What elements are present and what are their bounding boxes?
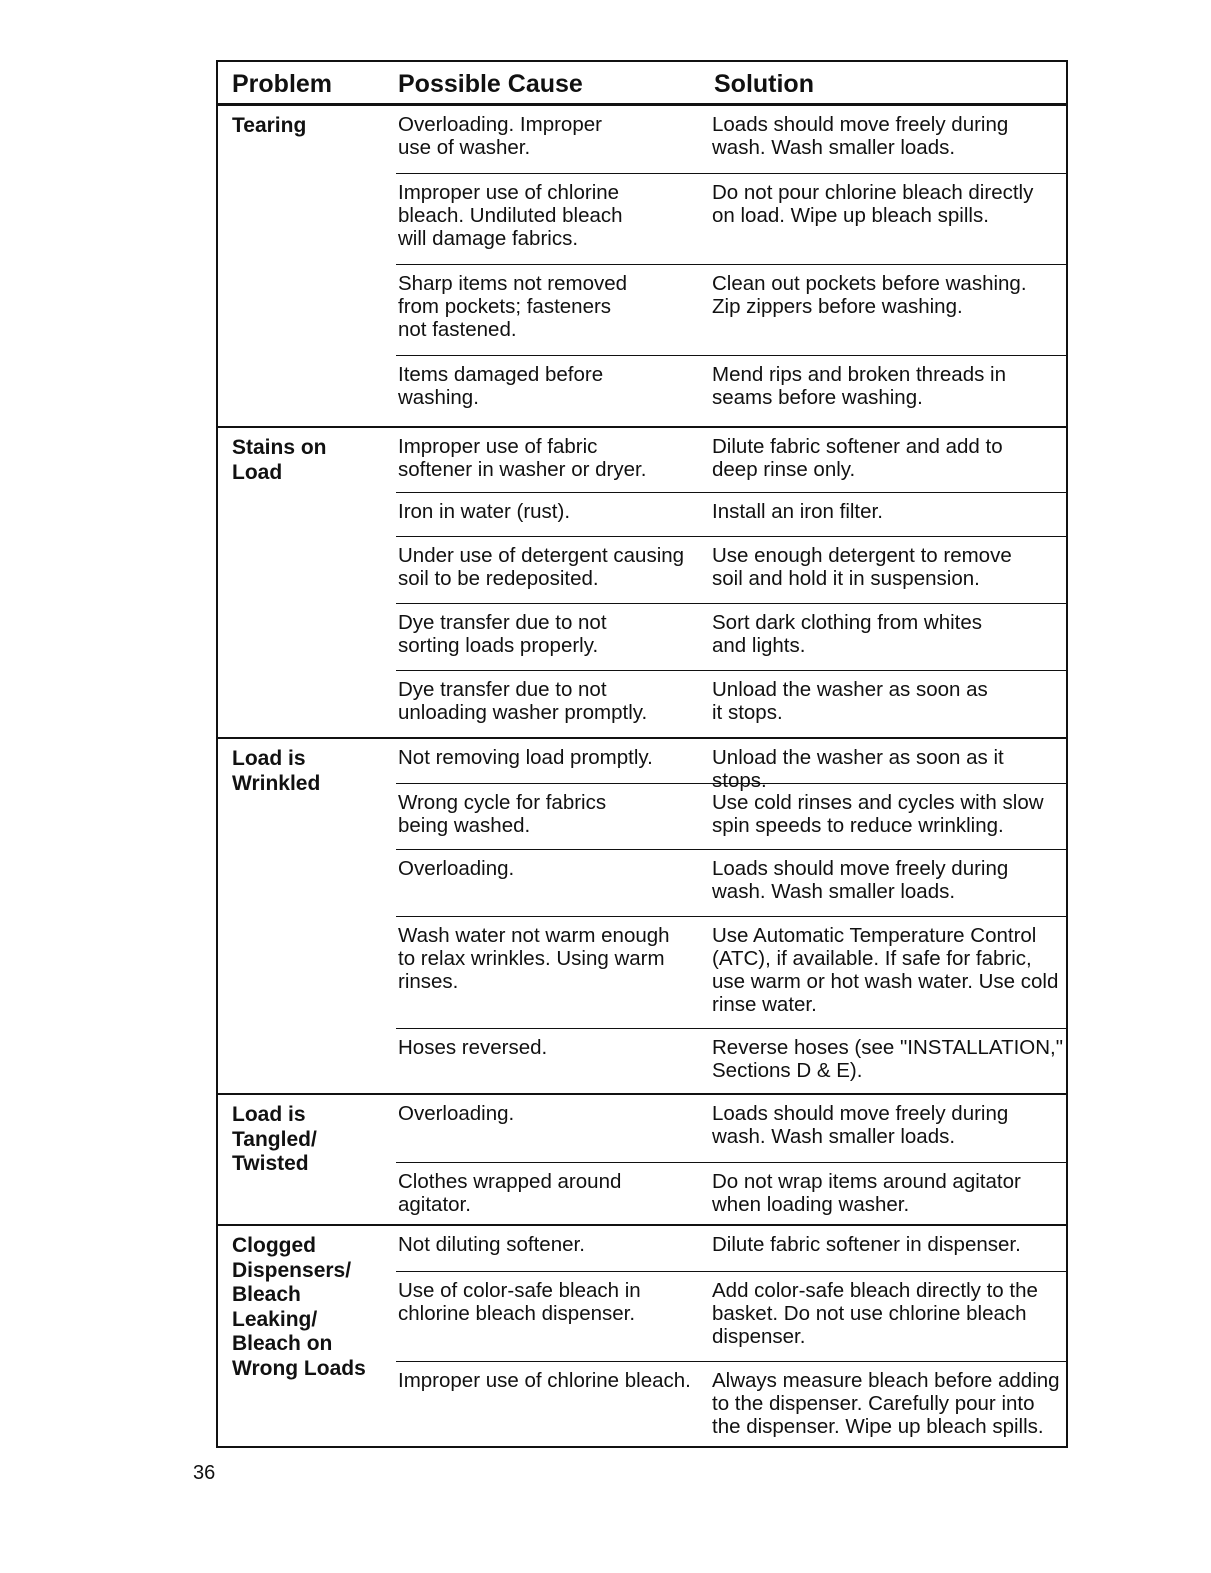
- table-row: [396, 1361, 1066, 1448]
- header-solution: Solution: [714, 70, 814, 98]
- problem-label: Stains on Load: [232, 436, 327, 484]
- cause-cell: Hoses reversed.: [398, 1036, 548, 1059]
- solution-cell: Add color-safe bleach directly to the basket. Do not use chlorine bleach dispenser.: [712, 1279, 1038, 1348]
- cause-cell: Clothes wrapped around agitator.: [398, 1170, 622, 1216]
- solution-cell: Unload the washer as soon as it stops.: [712, 746, 1004, 792]
- table-row: [396, 1226, 1066, 1271]
- cause-cell: Dye transfer due to not unloading washer promptly.: [398, 678, 648, 724]
- problem-label: Clogged Dispensers/ Bleach Leaking/ Bleach on Wrong Loads: [232, 1234, 366, 1380]
- page-number: 36: [193, 1462, 216, 1484]
- table-row: [396, 1162, 1066, 1226]
- solution-cell: Clean out pockets before washing. Zip zippers before washing.: [712, 272, 1027, 318]
- problem-group-wrinkled: [218, 737, 1066, 1093]
- solution-cell: Mend rips and broken threads in seams before washing.: [712, 363, 1007, 409]
- cause-cell: Use of color-safe bleach in chlorine bleach dispenser.: [398, 1279, 641, 1325]
- solution-cell: Dilute fabric softener in dispenser.: [712, 1233, 1021, 1256]
- problem-group-tangled: [218, 1093, 1066, 1224]
- table-row: [396, 264, 1066, 355]
- table-row: [396, 916, 1066, 1028]
- cause-cell: Overloading. Improper use of washer.: [398, 113, 602, 159]
- table-row: [396, 783, 1066, 849]
- problem-group-tearing: [218, 106, 1066, 426]
- table-row: [396, 492, 1066, 536]
- solution-cell: Loads should move freely during wash. Wash smaller loads.: [712, 113, 1009, 159]
- solution-cell: Unload the washer as soon as it stops.: [712, 678, 988, 724]
- cause-cell: Iron in water (rust).: [398, 500, 571, 523]
- solution-cell: Do not wrap items around agitator when loading washer.: [712, 1170, 1021, 1216]
- table-row: [396, 1028, 1066, 1095]
- table-row: [396, 536, 1066, 603]
- header-possible-cause: Possible Cause: [398, 70, 583, 98]
- cause-cell: Sharp items not removed from pockets; fasteners not fastened.: [398, 272, 628, 341]
- table-row: [396, 1095, 1066, 1162]
- cause-cell: Not removing load promptly.: [398, 746, 653, 769]
- solution-cell: Use enough detergent to remove soil and hold it in suspension.: [712, 544, 1012, 590]
- cause-cell: Items damaged before washing.: [398, 363, 604, 409]
- cause-cell: Improper use of chlorine bleach.: [398, 1369, 691, 1392]
- problem-label: Tearing: [232, 114, 307, 137]
- cause-cell: Not diluting softener.: [398, 1233, 585, 1256]
- header-problem: Problem: [232, 70, 333, 98]
- cause-cell: Wash water not warm enough to relax wrinkles. Using warm rinses.: [398, 924, 670, 993]
- solution-cell: Sort dark clothing from whites and lights.: [712, 611, 983, 657]
- problem-group-stains: [218, 426, 1066, 737]
- solution-cell: Use Automatic Temperature Control (ATC), if available. If safe for fabric, use warm or hot wash water. Use cold rinse water.: [712, 924, 1059, 1016]
- table-row: [396, 603, 1066, 670]
- problem-label: Load is Wrinkled: [232, 747, 321, 795]
- solution-cell: Do not pour chlorine bleach directly on load. Wipe up bleach spills.: [712, 181, 1034, 227]
- table-row: [396, 106, 1066, 173]
- table-row: [396, 670, 1066, 739]
- table-row: [396, 355, 1066, 426]
- troubleshooting-table: [216, 60, 1068, 1448]
- cause-cell: Improper use of chlorine bleach. Undiluted bleach will damage fabrics.: [398, 181, 623, 250]
- cause-cell: Overloading.: [398, 857, 515, 880]
- solution-cell: Dilute fabric softener and add to deep rinse only.: [712, 435, 1003, 481]
- cause-cell: Under use of detergent causing soil to be redeposited.: [398, 544, 685, 590]
- table-row: [396, 428, 1066, 492]
- cause-cell: Wrong cycle for fabrics being washed.: [398, 791, 607, 837]
- solution-cell: Use cold rinses and cycles with slow spin speeds to reduce wrinkling.: [712, 791, 1044, 837]
- problem-group-clogged-dispensers: [218, 1224, 1066, 1446]
- solution-cell: Reverse hoses (see "INSTALLATION," Sections D & E).: [712, 1036, 1064, 1082]
- table-row: [396, 173, 1066, 264]
- solution-cell: Loads should move freely during wash. Wash smaller loads.: [712, 1102, 1009, 1148]
- solution-cell: Install an iron filter.: [712, 500, 883, 523]
- cause-cell: Improper use of fabric softener in washer or dryer.: [398, 435, 647, 481]
- table-row: [396, 1271, 1066, 1361]
- solution-cell: Always measure bleach before adding to the dispenser. Carefully pour into the dispenser. Wipe up bleach spills.: [712, 1369, 1060, 1438]
- table-header: [218, 62, 1066, 106]
- table-row: [396, 849, 1066, 916]
- cause-cell: Overloading.: [398, 1102, 515, 1125]
- problem-label: Load is Tangled/ Twisted: [232, 1103, 317, 1175]
- solution-cell: Loads should move freely during wash. Wash smaller loads.: [712, 857, 1009, 903]
- table-row: [396, 739, 1066, 792]
- cause-cell: Dye transfer due to not sorting loads properly.: [398, 611, 607, 657]
